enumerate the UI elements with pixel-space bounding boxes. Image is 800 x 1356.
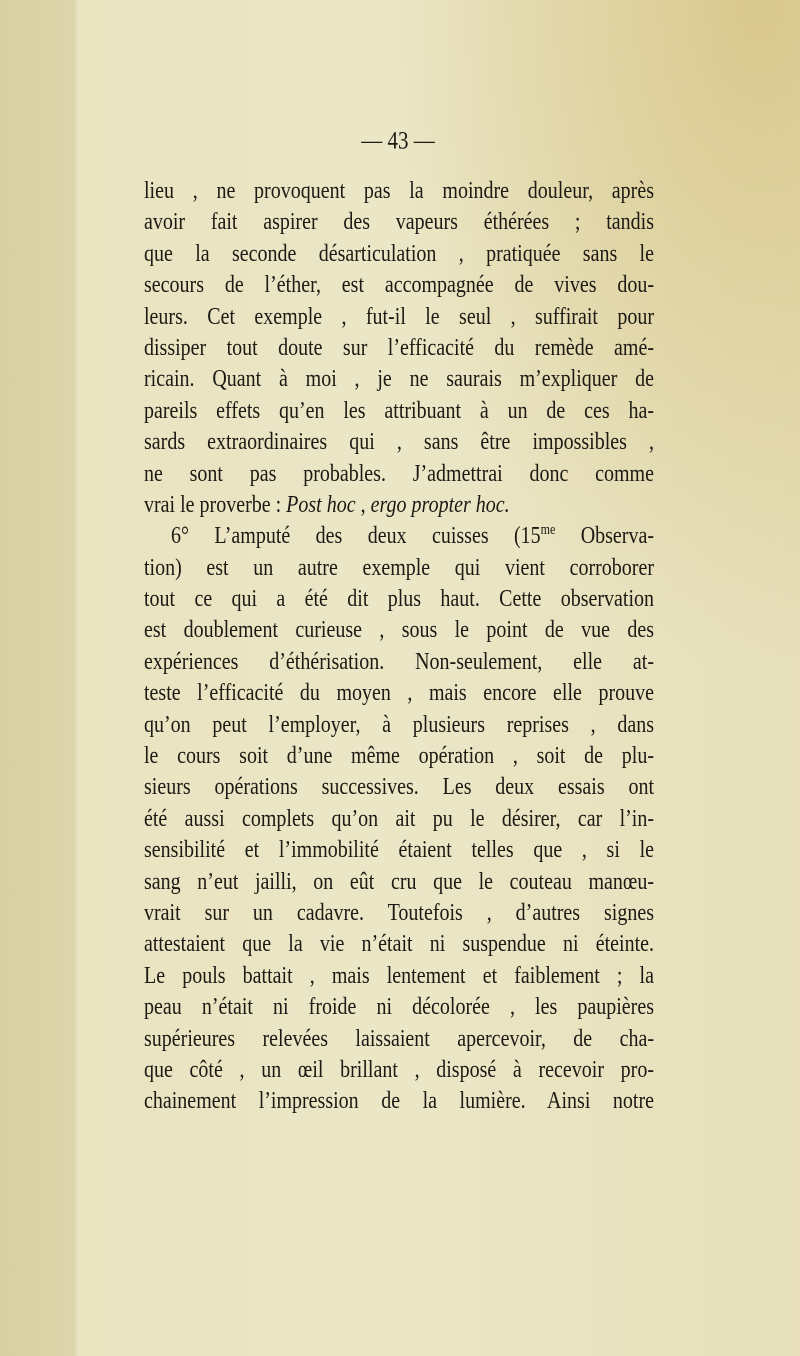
text-segment: été aussi complets qu’on ait pu le désirer, car l’in- (144, 805, 654, 833)
text-segment: ne sont pas probables. J’admettrai donc comme (144, 459, 654, 487)
text-segment: est doublement curieuse , sous le point de vue des (144, 616, 654, 644)
text-segment: que la seconde désarticulation , pratiquée sans le (144, 240, 654, 268)
text-segment: chainement l’impression de la lumière. Ainsi notre (144, 1087, 654, 1115)
italic-text: ergo propter hoc. (370, 491, 510, 519)
text-segment: tion) est un autre exemple qui vient corroborer (144, 554, 654, 581)
text-segment: sang n’eut jailli, on eût cru que le couteau manœu- (144, 868, 654, 895)
text-line (144, 1083, 654, 1121)
text-segment: Observa- (555, 522, 654, 550)
text-segment: vrait sur un cadavre. Toutefois , d’autres signes (144, 899, 654, 927)
page-number: — 43 — (361, 125, 435, 155)
text-segment: teste l’efficacité du moyen , mais encore elle prouve (144, 679, 654, 707)
text-segment: supérieures relevées laissaient apercevoir, de cha- (144, 1024, 654, 1052)
superscript-text: me (540, 520, 556, 538)
text-segment: Le pouls battait , mais lentement et faiblement ; la (144, 962, 654, 990)
text-segment: lieu , ne provoquent pas la moindre douleur, après (144, 177, 654, 205)
text-segment: que côté , un œil brillant , disposé à recevoir pro- (144, 1056, 654, 1084)
text-segment: sieurs opérations successives. Les deux essais ont (144, 773, 654, 801)
text-segment: le cours soit d’une même opération , soit de plu- (144, 742, 654, 770)
text-segment: dissiper tout doute sur l’efficacité du remède amé- (144, 334, 654, 362)
text-segment: pareils effets qu’en les attribuant à un de ces ha- (144, 397, 654, 425)
text-segment: vrai le proverbe : (144, 491, 287, 519)
text-segment: expériences d’éthérisation. Non-seulement, elle at- (144, 648, 654, 676)
text-segment: tout ce qui a été dit plus haut. Cette observation (144, 585, 654, 613)
text-segment: avoir fait aspirer des vapeurs éthérées ; tandis (144, 208, 654, 236)
text-segment: leurs. Cet exemple , fut-il le seul , suffirait pour (144, 302, 654, 330)
text-segment: sensibilité et l’immobilité étaient telles que , si le (144, 836, 654, 864)
text-segment: attestaient que la vie n’était ni suspendue ni éteinte. (144, 930, 654, 958)
text-segment: qu’on peut l’employer, à plusieurs reprises , dans (144, 711, 654, 738)
body-text (144, 176, 654, 1118)
text-segment: 6° L’amputé des deux cuisses (15 (171, 522, 541, 550)
text-segment: peau n’était ni froide ni décolorée , les paupières (144, 993, 654, 1021)
italic-text: Post hoc (286, 491, 356, 519)
text-segment: secours de l’éther, est accompagnée de vives dou- (144, 271, 654, 299)
text-segment: sards extraordinaires qui , sans être impossibles , (144, 428, 654, 456)
text-segment: ricain. Quant à moi , je ne saurais m’expliquer de (144, 365, 654, 393)
text-segment: , (355, 491, 371, 519)
